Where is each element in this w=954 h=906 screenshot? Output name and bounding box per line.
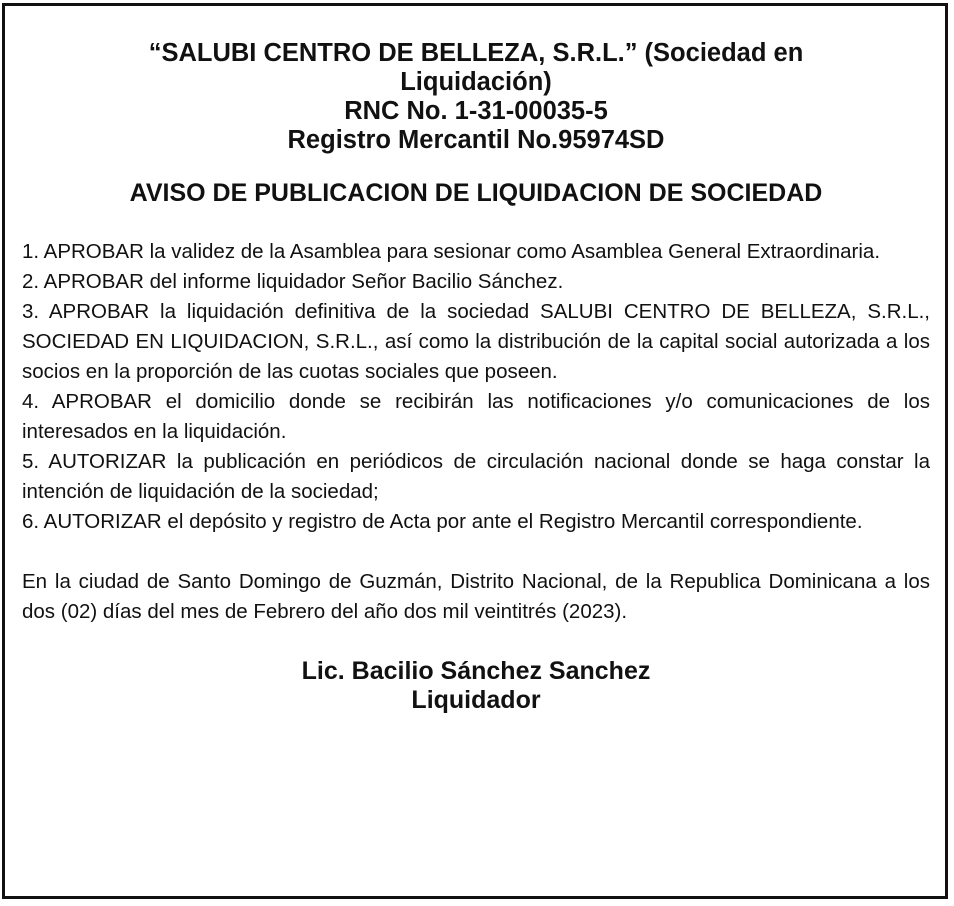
company-name: “SALUBI CENTRO DE BELLEZA, S.R.L.” (Sociedad en Liquidación) (148, 39, 804, 96)
signatory-name: Lic. Bacilio Sánchez Sanchez (301, 657, 651, 685)
resolution-item: 3. APROBAR la liquidación definitiva de la sociedad SALUBI CENTRO DE BELLEZA, S.R.L., SOCIEDAD EN LIQUIDACION, S.R.L., así como la distribución de la capital social autorizada a los socios en la proporción de las cuotas sociales que poseen. (22, 300, 930, 383)
resolution-item: 5. AUTORIZAR la publicación en periódicos de circulación nacional donde se haga constar la intención de liquidación de la sociedad; (22, 450, 930, 503)
notice-content (22, 39, 930, 715)
signature-block (22, 657, 930, 715)
resolution-item: 6. AUTORIZAR el depósito y registro de Acta por ante el Registro Mercantil correspondiente. (22, 510, 863, 533)
legal-notice (2, 3, 948, 899)
resolution-item: 1. APROBAR la validez de la Asamblea para sesionar como Asamblea General Extraordinaria. (22, 240, 881, 263)
resolution-item: 4. APROBAR el domicilio donde se recibirán las notificaciones y/o comunicaciones de los interesados en la liquidación. (22, 390, 930, 443)
registry-number: Registro Mercantil No.95974SD (287, 126, 665, 154)
notice-subject: AVISO DE PUBLICACION DE LIQUIDACION DE SOCIEDAD (129, 179, 823, 207)
notice-header (22, 39, 930, 155)
signatory-role: Liquidador (411, 686, 541, 714)
resolutions-list (22, 237, 930, 537)
rnc-number: RNC No. 1-31-00035-5 (344, 97, 608, 125)
closing-paragraph: En la ciudad de Santo Domingo de Guzmán, Distrito Nacional, de la Republica Dominicana a los dos (02) días del mes de Febrero del año dos mil veintitrés (2023). (22, 570, 930, 623)
resolution-item: 2. APROBAR del informe liquidador Señor Bacilio Sánchez. (22, 270, 564, 293)
